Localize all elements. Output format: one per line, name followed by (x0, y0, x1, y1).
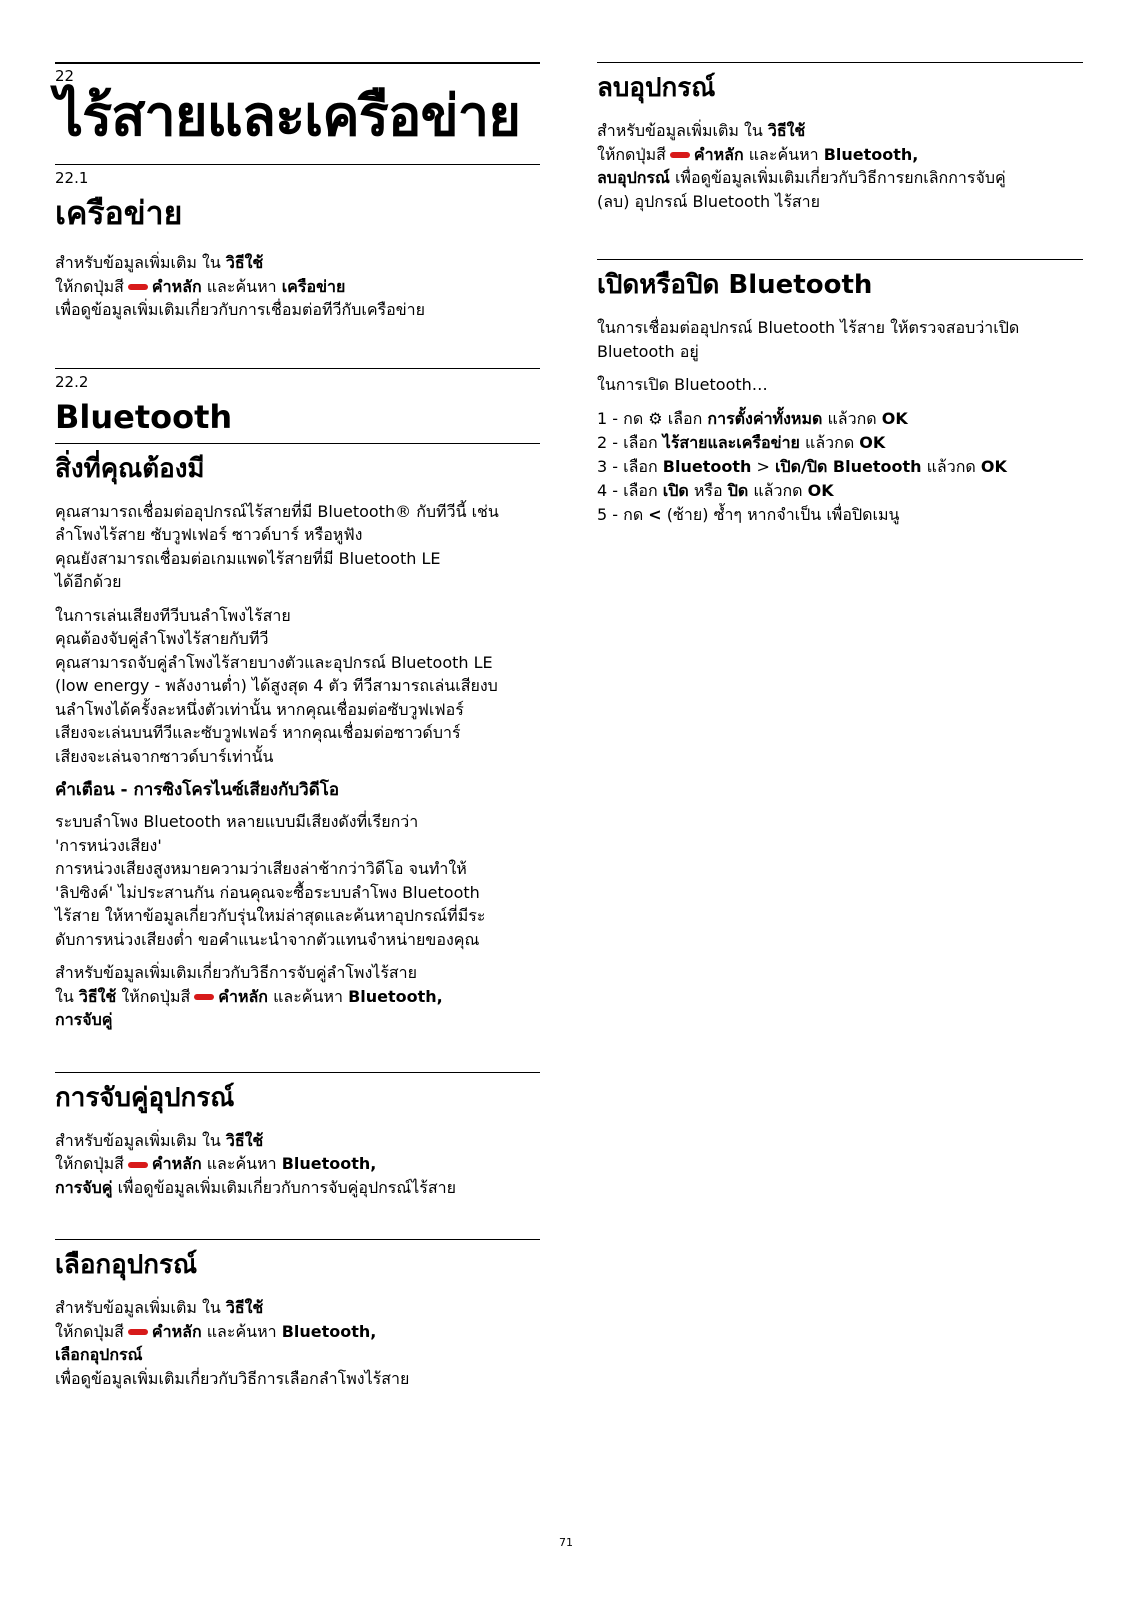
left-column (55, 62, 540, 1400)
remove-paragraph: สำหรับข้อมูลเพิ่มเติม ใน วิธีใช้ ให้กดปุ่มสี คำหลัก และค้นหา Bluetooth, ลบอุปกรณ์ เพื่อดูข้อมูลเพิ่มเติมเกี่ยวกับวิธีการยกเลิกการจับคู่ (ลบ) อุปกรณ์ Bluetooth ไร้สาย (597, 121, 1006, 211)
red-key-icon (128, 1329, 148, 1335)
chapter-rule (55, 62, 540, 64)
network-paragraph: สำหรับข้อมูลเพิ่มเติม ใน วิธีใช้ ให้กดปุ่มสี คำหลัก และค้นหา เครือข่าย เพื่อดูข้อมูลเพิ่มเติมเกี่ยวกับการเชื่อมต่อทีวีกับเครือข่าย (55, 253, 426, 319)
subsection-rule (597, 62, 1083, 63)
pair-paragraph: สำหรับข้อมูลเพิ่มเติม ใน วิธีใช้ ให้กดปุ่มสี คำหลัก และค้นหา Bluetooth, การจับคู่ เพื่อดูข้อมูลเพิ่มเติมเกี่ยวกับการจับคู่อุปกรณ์ไร้สาย (55, 1130, 456, 1197)
section-rule (55, 368, 540, 369)
subsection-title: เลือกอุปกรณ์ (55, 1250, 198, 1280)
red-key-icon (194, 994, 214, 1000)
warning-title: คำเตือน - การซิงโครไนซ์เสียงกับวิดีโอ (55, 780, 340, 800)
onoff-paragraph-1: ในการเชื่อมต่ออุปกรณ์ Bluetooth ไร้สาย ให้ตรวจสอบว่าเปิด Bluetooth อยู่ (597, 318, 1020, 361)
section-number: 22.1 (55, 169, 89, 187)
subsection-rule (597, 259, 1083, 260)
need-paragraph-2: ในการเล่นเสียงทีวีบนลำโพงไร้สาย คุณต้องจับคู่ลำโพงไร้สายกับทีวี คุณสามารถจับคู่ลำโพงไร้สายบางตัวและอุปกรณ์ Bluetooth LE (low energy - พลังงานต่ำ) ได้สูงสุด 4 ตัว ทีวีสามารถเล่นเสียงบ นลำโพงได้ครั้งละหนึ่งตัวเท่านั้น หากคุณเชื่อมต่อซับวูฟเฟอร์ เสียงจะเล่นบนทีวีและซับวูฟเฟอร์ หากคุณเชื่อมต่อซาวด์บาร์ เสียงจะเล่นจากซาวด์บาร์เท่านั้น (55, 605, 498, 766)
subsection-title: เปิดหรือปิด Bluetooth (597, 270, 873, 300)
step-2: 2 - เลือก ไร้สายและเครือข่าย แล้วกด OK (597, 432, 886, 452)
section-number: 22.2 (55, 372, 89, 391)
step-3: 3 - เลือก Bluetooth > เปิด/ปิด Bluetooth แล้วกด OK (597, 456, 1007, 476)
subsection-title: สิ่งที่คุณต้องมี (55, 453, 205, 484)
step-4: 4 - เลือก เปิด หรือ ปิด แล้วกด OK (597, 480, 834, 500)
step-1: 1 - กด ⚙ เลือก การตั้งค่าทั้งหมด แล้วกด OK (597, 408, 908, 428)
steps-list (597, 407, 1083, 527)
need-paragraph-1: คุณสามารถเชื่อมต่ออุปกรณ์ไร้สายที่มี Bluetooth® กับทีวีนี้ เช่น ลำโพงไร้สาย ซับวูฟเฟอร์ ซาวด์บาร์ หรือหูฟัง คุณยังสามารถเชื่อมต่อเกมแพดไร้สายที่มี Bluetooth LE ได้อีกด้วย (55, 501, 499, 591)
subsection-title: ลบอุปกรณ์ (597, 73, 716, 103)
right-column (597, 62, 1083, 527)
red-key-icon (128, 1162, 148, 1168)
chapter-number: 22 (55, 67, 75, 85)
red-key-icon (670, 152, 690, 158)
section-title: Bluetooth (55, 397, 233, 436)
onoff-paragraph-2: ในการเปิด Bluetooth… (597, 375, 768, 394)
page-number: 71 (559, 1536, 573, 1549)
subsection-rule (55, 443, 540, 444)
subsection-rule (55, 1239, 540, 1240)
subsection-title: การจับคู่อุปกรณ์ (55, 1082, 235, 1113)
gear-icon: ⚙ (648, 408, 663, 428)
warning-paragraph: ระบบลำโพง Bluetooth หลายแบบมีเสียงดังที่เรียกว่า 'การหน่วงเสียง' การหน่วงเสียงสูงหมายความว่าเสียงล่าช้ากว่าวิดีโอ จนทำให้ 'ลิปซิงค์' ไม่ประสานกัน ก่อนคุณจะซื้อระบบลำโพง Bluetooth ไร้สาย ให้หาข้อมูลเกี่ยวกับรุ่นใหม่ล่าสุดและค้นหาอุปกรณ์ที่มีระ ดับการหน่วงเสียงต่ำ ขอคำแนะนำจากตัวแทนจำหน่ายของคุณ (55, 812, 486, 949)
select-paragraph: สำหรับข้อมูลเพิ่มเติม ใน วิธีใช้ ให้กดปุ่มสี คำหลัก และค้นหา Bluetooth, เลือกอุปกรณ์ เพื่อดูข้อมูลเพิ่มเติมเกี่ยวกับวิธีการเลือกลำโพงไร้สาย (55, 1298, 410, 1388)
red-key-icon (128, 284, 148, 290)
subsection-rule (55, 1072, 540, 1073)
chapter-title: ไร้สายและเครือข่าย (55, 84, 521, 149)
step-5: 5 - กด < (ซ้าย) ซ้ำๆ หากจำเป็น เพื่อปิดเมนู (597, 504, 900, 524)
section-rule (55, 164, 540, 165)
chevron-left-icon: < (648, 504, 662, 524)
section-title: เครือข่าย (55, 194, 183, 232)
pairing-help-paragraph: สำหรับข้อมูลเพิ่มเติมเกี่ยวกับวิธีการจับคู่ลำโพงไร้สาย ใน วิธีใช้ ให้กดปุ่มสี คำหลัก และค้นหา Bluetooth, การจับคู่ (55, 963, 443, 1029)
